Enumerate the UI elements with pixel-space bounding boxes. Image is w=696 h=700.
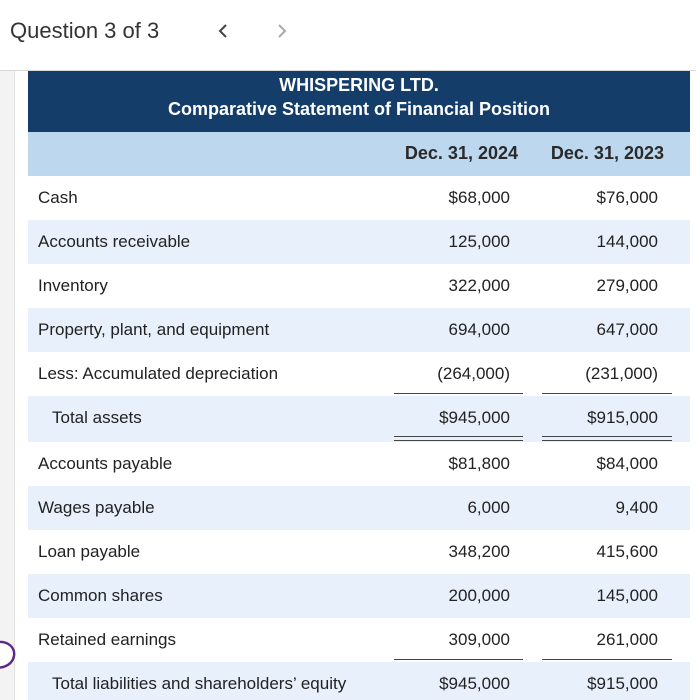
value-2023: (231,000) [585,364,658,383]
question-header [0,0,696,71]
left-gutter [0,71,15,700]
value-2024: 322,000 [448,276,510,295]
row-label: Loan payable [38,542,141,561]
table-row [28,618,690,662]
value-2024: 309,000 [448,630,510,649]
subtotal-rule [542,659,672,660]
value-2024: $945,000 [439,674,510,693]
table-row [28,352,690,396]
table-row [28,574,690,618]
row-label: Property, plant, and equipment [38,320,270,339]
value-2024: 6,000 [467,498,510,517]
table-row [28,442,690,486]
value-2023: 279,000 [596,276,658,295]
assistant-bubble-icon[interactable] [0,636,24,674]
value-2024: $81,800 [448,454,510,473]
question-counter: Question 3 of 3 [10,18,160,43]
row-label: Common shares [38,586,163,605]
value-2023: 261,000 [596,630,658,649]
value-2023: 144,000 [596,232,658,251]
double-rule [542,436,672,437]
row-label: Inventory [38,276,108,295]
subtotal-rule [542,393,672,394]
value-2023: $915,000 [587,408,658,427]
value-2023: $84,000 [596,454,658,473]
value-2023: $76,000 [596,188,658,207]
table-row [28,486,690,530]
row-label: Total assets [52,408,142,427]
column-header-2024: Dec. 31, 2024 [404,143,518,163]
chevron-right-icon [276,22,288,40]
double-rule [394,440,523,441]
row-label: Wages payable [38,498,155,517]
row-label: Cash [38,188,78,207]
value-2023: 415,600 [596,542,658,561]
value-2023: $915,000 [587,674,658,693]
row-label: Less: Accumulated depreciation [38,364,279,383]
previous-question-button[interactable] [209,16,237,46]
row-label: Retained earnings [38,630,176,649]
value-2024: $945,000 [439,408,510,427]
row-label: Accounts receivable [38,232,191,251]
subtotal-rule [394,659,523,660]
statement-header [28,71,690,132]
row-label: Accounts payable [38,454,173,473]
next-question-button[interactable] [268,16,296,46]
value-2023: 9,400 [615,498,658,517]
table-row [28,530,690,574]
value-2024: 200,000 [448,586,510,605]
value-2023: 145,000 [596,586,658,605]
table-row [28,220,690,264]
value-2024: 348,200 [448,542,510,561]
double-rule [542,440,672,441]
value-2024: 125,000 [448,232,510,251]
value-2023: 647,000 [596,320,658,339]
table-row [28,264,690,308]
subtotal-rule [394,393,523,394]
column-header-row [28,132,690,176]
row-label: Total liabilities and shareholders’ equity [52,674,347,693]
table-row [28,176,690,220]
double-rule [394,436,523,437]
table-row [28,308,690,352]
company-name: WHISPERING LTD. [279,75,439,95]
chevron-left-icon [217,22,229,40]
financial-statement-table [28,71,690,700]
statement-title: Comparative Statement of Financial Position [167,99,551,119]
column-header-2023: Dec. 31, 2023 [550,143,664,163]
value-2024: (264,000) [437,364,510,383]
value-2024: $68,000 [448,188,510,207]
table-row-total [28,662,690,700]
value-2024: 694,000 [448,320,510,339]
